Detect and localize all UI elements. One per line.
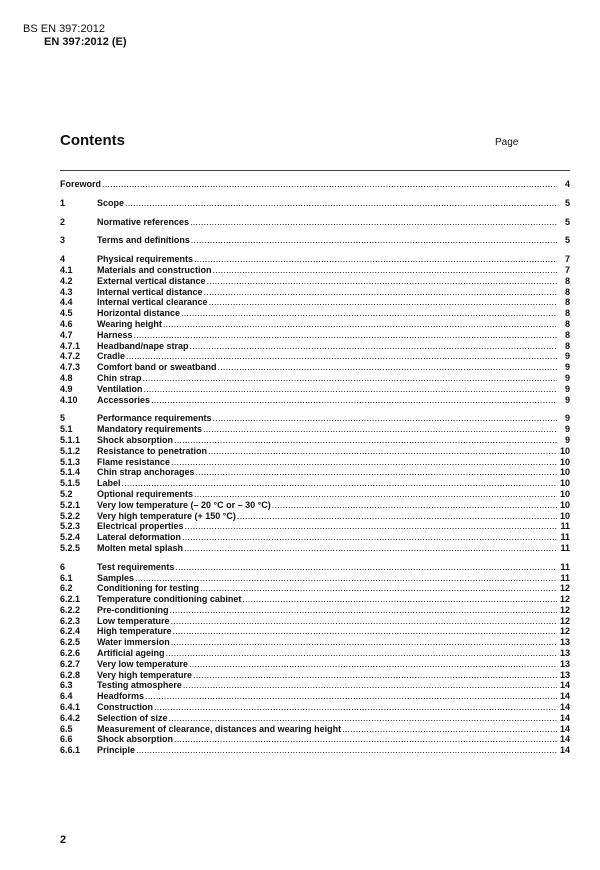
- table-of-contents: [60, 170, 570, 756]
- toc-entry[interactable]: [60, 680, 570, 691]
- toc-entry-page: 11: [560, 532, 570, 543]
- toc-entry-page: 12: [559, 604, 570, 615]
- toc-entry[interactable]: [60, 330, 570, 341]
- toc-entry-page: 13: [559, 669, 570, 680]
- dot-leader: [143, 373, 557, 384]
- toc-entry-number: 5: [60, 413, 66, 424]
- toc-entry-page: 12: [559, 583, 570, 594]
- toc-entry-number: 6.2.7: [60, 658, 81, 669]
- toc-entry-number: 6.2.5: [60, 637, 81, 648]
- toc-entry-title: Selection of size: [97, 712, 168, 723]
- toc-entry-number: 1: [60, 197, 66, 208]
- dot-leader: [122, 478, 557, 489]
- toc-entry-number: 5.2: [60, 488, 73, 499]
- toc-entry-number: 4.9: [60, 383, 73, 394]
- dot-leader: [191, 235, 557, 246]
- dot-leader: [170, 605, 558, 616]
- toc-entry-title: Test requirements: [97, 561, 175, 572]
- toc-entry-page: 10: [559, 499, 570, 510]
- toc-entry-page: 14: [559, 680, 570, 691]
- toc-entry-title: Testing atmosphere: [97, 680, 182, 691]
- toc-entry-page: 9: [564, 362, 570, 373]
- dot-leader: [136, 745, 557, 756]
- toc-entry-number: 6.2.1: [60, 594, 81, 605]
- toc-entry-number: 5.2.2: [60, 510, 81, 521]
- toc-entry-number: 4.8: [60, 372, 73, 383]
- toc-entry-page: 13: [559, 648, 570, 659]
- contents-title: Contents: [60, 132, 125, 149]
- toc-entry[interactable]: [60, 265, 570, 276]
- toc-entry-number: 4.7.2: [60, 351, 81, 362]
- toc-entry-page: 8: [564, 329, 570, 340]
- dot-leader: [181, 308, 557, 319]
- toc-entry-title: Label: [97, 478, 121, 489]
- dot-leader: [190, 217, 557, 228]
- dot-leader: [151, 395, 557, 406]
- toc-entry[interactable]: [60, 254, 570, 265]
- dot-leader: [135, 573, 557, 584]
- dot-leader: [183, 680, 557, 691]
- dot-leader: [204, 287, 557, 298]
- toc-entry-number: Foreword: [60, 179, 102, 189]
- toc-entry[interactable]: [60, 341, 570, 352]
- toc-entry-number: 5.2.1: [60, 499, 81, 510]
- toc-entry-title: Horizontal distance: [97, 308, 181, 319]
- toc-entry[interactable]: [60, 605, 570, 616]
- toc-entry[interactable]: [60, 276, 570, 287]
- toc-entry-title: Samples: [97, 572, 135, 583]
- toc-entry-number: 6.3: [60, 680, 73, 691]
- dot-leader: [342, 724, 557, 735]
- toc-entry-number: 4.7.1: [60, 340, 81, 351]
- toc-entry[interactable]: [60, 297, 570, 308]
- toc-entry-title: Harness: [97, 329, 133, 340]
- dot-leader: [213, 413, 557, 424]
- dot-leader: [126, 351, 557, 362]
- toc-entry-title: Pre-conditioning: [97, 604, 169, 615]
- toc-entry[interactable]: [60, 467, 570, 478]
- section-gap: [60, 405, 570, 413]
- toc-entry-page: 9: [564, 434, 570, 445]
- toc-entry-title: Performance requirements: [97, 413, 212, 424]
- toc-entry-number: 6.6.1: [60, 745, 81, 756]
- toc-entry-title: Low temperature: [97, 615, 170, 626]
- toc-entry-title: Very low temperature: [97, 658, 189, 669]
- dot-leader: [175, 562, 557, 573]
- toc-entry-page: 9: [564, 413, 570, 424]
- toc-entry[interactable]: [60, 562, 570, 573]
- toc-entry[interactable]: [60, 179, 570, 190]
- toc-entry-title: Very high temperature (+ 150 °C): [97, 510, 236, 521]
- toc-entry-number: 6: [60, 561, 66, 572]
- dot-leader: [194, 489, 557, 500]
- dot-leader: [203, 424, 557, 435]
- toc-entry-title: Headforms: [97, 691, 145, 702]
- toc-entry[interactable]: [60, 616, 570, 627]
- toc-entry-page: 8: [564, 297, 570, 308]
- toc-entry-number: 5.2.3: [60, 521, 81, 532]
- toc-entry-title: Wearing height: [97, 318, 162, 329]
- toc-entry-title: Terms and definitions: [97, 235, 190, 246]
- toc-entry-page: 11: [560, 561, 570, 572]
- toc-entry[interactable]: [60, 637, 570, 648]
- dot-leader: [169, 713, 557, 724]
- toc-entry-title: Materials and construction: [97, 264, 212, 275]
- toc-entry-number: 2: [60, 216, 66, 227]
- toc-entry-number: 5.1.3: [60, 456, 81, 467]
- dot-leader: [242, 594, 557, 605]
- toc-entry-number: 6.2.2: [60, 604, 81, 615]
- toc-entry[interactable]: [60, 287, 570, 298]
- toc-entry-number: 5.1.1: [60, 434, 81, 445]
- toc-entry-number: 6.2.8: [60, 669, 81, 680]
- toc-entry-page: 9: [564, 394, 570, 405]
- toc-entry-title: Normative references: [97, 216, 190, 227]
- dot-leader: [125, 198, 557, 209]
- toc-entry-number: 5.1.2: [60, 445, 81, 456]
- section-gap: [60, 554, 570, 562]
- toc-entry[interactable]: [60, 583, 570, 594]
- toc-entry[interactable]: [60, 308, 570, 319]
- toc-entry-page: 14: [559, 691, 570, 702]
- toc-entry[interactable]: [60, 691, 570, 702]
- toc-entry-page: 12: [559, 594, 570, 605]
- toc-entry[interactable]: [60, 384, 570, 395]
- toc-entry-page: 10: [559, 445, 570, 456]
- toc-entry[interactable]: [60, 659, 570, 670]
- dot-leader: [174, 435, 557, 446]
- toc-entry-page: 4: [564, 179, 570, 189]
- toc-entry-title: Artificial ageing: [97, 648, 165, 659]
- toc-entry[interactable]: [60, 532, 570, 543]
- toc-entry[interactable]: [60, 573, 570, 584]
- toc-entry-title: Internal vertical distance: [97, 286, 203, 297]
- toc-entry[interactable]: [60, 724, 570, 735]
- toc-entry-number: 4.4: [60, 297, 73, 308]
- page-column-label: Page: [495, 137, 519, 148]
- toc-entry-number: 6.2.4: [60, 626, 81, 637]
- dot-leader: [207, 276, 557, 287]
- toc-entry[interactable]: [60, 702, 570, 713]
- dot-leader: [193, 670, 557, 681]
- toc-entry-title: Ventilation: [97, 383, 143, 394]
- dot-leader: [237, 511, 557, 522]
- toc-entry-number: 6.4.2: [60, 712, 81, 723]
- toc-entry-number: 3: [60, 235, 66, 246]
- toc-entry-page: 14: [559, 745, 570, 756]
- toc-entry[interactable]: [60, 373, 570, 384]
- toc-entry-page: 10: [559, 488, 570, 499]
- toc-entry-title: Measurement of clearance, distances and wearing height: [97, 723, 342, 734]
- toc-entry-page: 9: [564, 372, 570, 383]
- toc-entry-title: Temperature conditioning cabinet: [97, 594, 242, 605]
- dot-leader: [185, 521, 557, 532]
- toc-entry-title: Chin strap: [97, 372, 142, 383]
- dot-leader: [174, 734, 557, 745]
- toc-entry[interactable]: [60, 500, 570, 511]
- dot-leader: [144, 384, 557, 395]
- toc-entry-number: 5.1.5: [60, 478, 81, 489]
- toc-entry-number: 4.10: [60, 394, 78, 405]
- toc-entry[interactable]: [60, 424, 570, 435]
- toc-entry-page: 10: [559, 456, 570, 467]
- toc-entry[interactable]: [60, 734, 570, 745]
- toc-entry-page: 12: [559, 626, 570, 637]
- dot-leader: [166, 648, 557, 659]
- toc-entry-number: 5.2.4: [60, 532, 81, 543]
- toc-entry[interactable]: [60, 594, 570, 605]
- dot-leader: [208, 446, 557, 457]
- toc-entry-page: 10: [559, 478, 570, 489]
- toc-entry-number: 4: [60, 254, 66, 265]
- toc-entry-page: 12: [559, 615, 570, 626]
- toc-entry-page: 9: [564, 424, 570, 435]
- toc-entry[interactable]: [60, 446, 570, 457]
- toc-entry-page: 14: [559, 734, 570, 745]
- dot-leader: [163, 319, 557, 330]
- toc-entry-number: 6.5: [60, 723, 73, 734]
- toc-entry-page: 8: [564, 286, 570, 297]
- toc-entry-title: Electrical properties: [97, 521, 184, 532]
- toc-entry[interactable]: [60, 395, 570, 406]
- toc-entry-number: 6.4.1: [60, 702, 81, 713]
- toc-entry[interactable]: [60, 670, 570, 681]
- toc-entry-title: Comfort band or sweatband: [97, 362, 217, 373]
- dot-leader: [190, 341, 557, 352]
- toc-entry-number: 6.6: [60, 734, 73, 745]
- toc-entry-number: 4.5: [60, 308, 73, 319]
- toc-entry[interactable]: [60, 543, 570, 554]
- toc-entry-title: Principle: [97, 745, 136, 756]
- toc-entry-page: 14: [559, 702, 570, 713]
- toc-entry[interactable]: [60, 235, 570, 246]
- toc-entry-page: 8: [564, 318, 570, 329]
- footer-page-number: 2: [60, 834, 67, 846]
- toc-entry-page: 10: [559, 467, 570, 478]
- toc-entry-page: 9: [564, 383, 570, 394]
- toc-entry[interactable]: [60, 521, 570, 532]
- toc-entry[interactable]: [60, 648, 570, 659]
- toc-entry[interactable]: [60, 198, 570, 209]
- section-gap: [60, 246, 570, 254]
- toc-entry-title: Very high temperature: [97, 669, 193, 680]
- dot-leader: [102, 179, 557, 190]
- dot-leader: [134, 330, 557, 341]
- toc-entry-title: Optional requirements: [97, 488, 194, 499]
- dot-leader: [154, 702, 557, 713]
- toc-entry-title: Mandatory requirements: [97, 424, 203, 435]
- toc-entry-page: 13: [559, 658, 570, 669]
- toc-entry[interactable]: [60, 319, 570, 330]
- toc-entry-title: Shock absorption: [97, 434, 174, 445]
- toc-entry-title: Headband/nape strap: [97, 340, 189, 351]
- toc-entry-title: Cradle: [97, 351, 126, 362]
- dot-leader: [171, 616, 557, 627]
- toc-entry-title: Molten metal splash: [97, 542, 184, 553]
- toc-entry-page: 9: [564, 351, 570, 362]
- toc-entry-page: 14: [559, 712, 570, 723]
- toc-entry-number: 4.6: [60, 318, 73, 329]
- toc-entry-page: 11: [560, 542, 570, 553]
- toc-entry-number: 4.7.3: [60, 362, 81, 373]
- toc-entry[interactable]: [60, 362, 570, 373]
- toc-entry-page: 5: [564, 216, 570, 227]
- toc-entry-title: Resistance to penetration: [97, 445, 208, 456]
- toc-entry-number: 4.2: [60, 275, 73, 286]
- toc-entry[interactable]: [60, 745, 570, 756]
- dot-leader: [196, 467, 557, 478]
- dot-leader: [194, 254, 557, 265]
- toc-entry[interactable]: [60, 413, 570, 424]
- toc-entry-title: Scope: [97, 197, 125, 208]
- dot-leader: [182, 532, 557, 543]
- toc-entry-title: Shock absorption: [97, 734, 174, 745]
- toc-entry-title: Very low temperature (– 20 °C or – 30 °C): [97, 499, 271, 510]
- toc-entry-number: 5.1.4: [60, 467, 81, 478]
- toc-entry-title: Flame resistance: [97, 456, 171, 467]
- toc-entry-title: Conditioning for testing: [97, 583, 199, 594]
- toc-entry[interactable]: [60, 626, 570, 637]
- toc-entry-number: 6.4: [60, 691, 73, 702]
- toc-entry[interactable]: [60, 217, 570, 228]
- toc-entry-page: 11: [560, 521, 570, 532]
- toc-entry-page: 5: [564, 197, 570, 208]
- toc-entry-number: 4.3: [60, 286, 73, 297]
- toc-entry-number: 5.1: [60, 424, 73, 435]
- toc-entry[interactable]: [60, 457, 570, 468]
- toc-entry[interactable]: [60, 351, 570, 362]
- standard-id-english: EN 397:2012 (E): [44, 36, 127, 48]
- dot-leader: [184, 543, 557, 554]
- toc-entry-page: 13: [559, 637, 570, 648]
- toc-entry-page: 8: [564, 308, 570, 319]
- toc-entry-title: Internal vertical clearance: [97, 297, 208, 308]
- toc-entry-number: 4.1: [60, 264, 73, 275]
- toc-entry-title: Lateral deformation: [97, 532, 182, 543]
- toc-entry[interactable]: [60, 511, 570, 522]
- toc-entry-number: 6.2: [60, 583, 73, 594]
- section-gap: [60, 171, 570, 179]
- toc-entry-title: Physical requirements: [97, 254, 194, 265]
- toc-entry[interactable]: [60, 489, 570, 500]
- toc-entry-title: High temperature: [97, 626, 172, 637]
- toc-entry-page: 14: [559, 723, 570, 734]
- dot-leader: [200, 583, 557, 594]
- toc-entry-number: 5.2.5: [60, 542, 81, 553]
- dot-leader: [171, 457, 557, 468]
- toc-entry-number: 6.2.6: [60, 648, 81, 659]
- toc-entry-page: 7: [564, 264, 570, 275]
- dot-leader: [218, 362, 557, 373]
- dot-leader: [209, 297, 557, 308]
- toc-entry-page: 7: [564, 254, 570, 265]
- toc-entry-title: External vertical distance: [97, 275, 206, 286]
- section-gap: [60, 227, 570, 235]
- toc-entry-title: Chin strap anchorages: [97, 467, 195, 478]
- toc-entry-page: 5: [564, 235, 570, 246]
- toc-entry-title: Construction: [97, 702, 153, 713]
- toc-entry-title: Water immersion: [97, 637, 170, 648]
- toc-entry[interactable]: [60, 713, 570, 724]
- toc-entry-number: 6.1: [60, 572, 73, 583]
- dot-leader: [145, 691, 557, 702]
- dot-leader: [173, 626, 557, 637]
- toc-entry-page: 8: [564, 340, 570, 351]
- toc-entry[interactable]: [60, 478, 570, 489]
- standard-id: BS EN 397:2012: [23, 23, 105, 35]
- toc-entry-title: Accessories: [97, 394, 151, 405]
- dot-leader: [171, 637, 557, 648]
- toc-entry-page: 8: [564, 275, 570, 286]
- dot-leader: [272, 500, 557, 511]
- toc-entry-number: 6.2.3: [60, 615, 81, 626]
- dot-leader: [189, 659, 557, 670]
- toc-entry-number: 4.7: [60, 329, 73, 340]
- section-gap: [60, 190, 570, 198]
- section-gap: [60, 209, 570, 217]
- toc-entry[interactable]: [60, 435, 570, 446]
- toc-entry-page: 10: [559, 510, 570, 521]
- toc-entry-page: 11: [560, 572, 570, 583]
- dot-leader: [213, 265, 557, 276]
